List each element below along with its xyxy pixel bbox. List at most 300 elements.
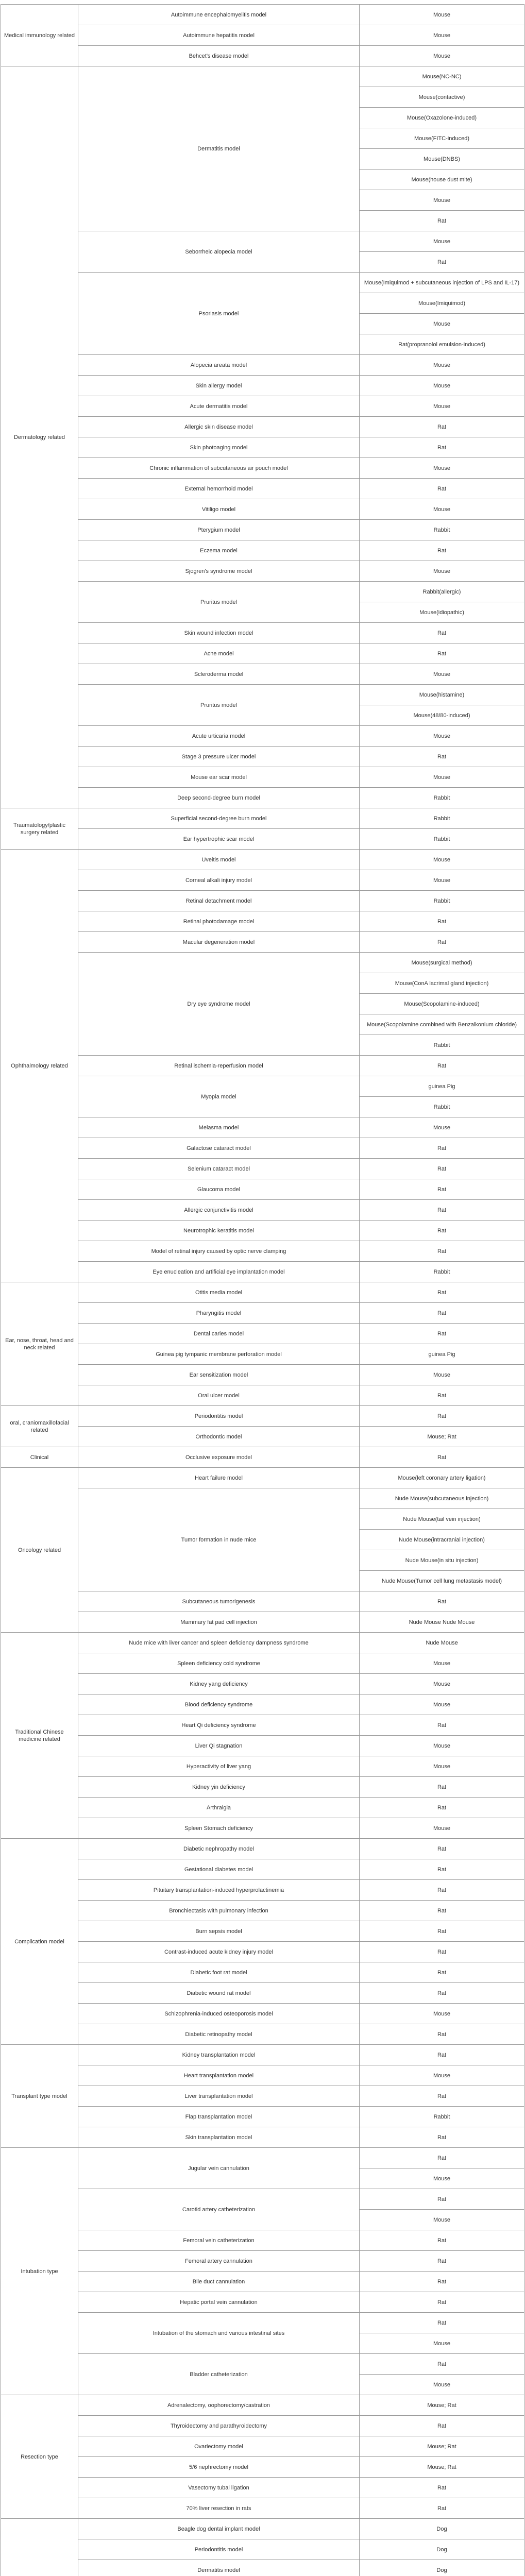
species-cell: Rat (360, 1241, 524, 1262)
table-row (1, 1282, 524, 1303)
model-name-cell: Sjogren's syndrome model (78, 561, 360, 582)
species-cell: Rat (360, 1942, 524, 1962)
table-row (1, 540, 524, 561)
species-cell: Rat (360, 1777, 524, 1798)
table-row (1, 1385, 524, 1406)
model-name-cell: Galactose cataract model (78, 1138, 360, 1159)
table-row (1, 2498, 524, 2519)
species-cell: Mouse(Scopolamine combined with Benzalkonium chloride) (360, 1014, 524, 1035)
model-name-cell: Skin photoaging model (78, 437, 360, 458)
model-name-cell: Acne model (78, 643, 360, 664)
species-cell: Mouse (360, 1818, 524, 1839)
species-cell: Rabbit (360, 1262, 524, 1282)
category-cell: oral, craniomaxillofacial related (1, 1406, 78, 1447)
table-row (1, 2395, 524, 2416)
table-row (1, 808, 524, 829)
model-name-cell: Corneal alkali injury model (78, 870, 360, 891)
model-name-cell: Autoimmune encephalomyelitis model (78, 5, 360, 25)
model-name-cell: Gestational diabetes model (78, 1859, 360, 1880)
table-row (1, 520, 524, 540)
model-name-cell: Tumor formation in nude mice (78, 1488, 360, 1591)
species-cell: Mouse(Imiquimod) (360, 293, 524, 314)
species-cell: Mouse (360, 726, 524, 747)
species-cell: Dog (360, 2560, 524, 2576)
table-row (1, 1344, 524, 1365)
table-row (1, 1736, 524, 1756)
species-cell: Rat (360, 911, 524, 932)
model-name-cell: Contrast-induced acute kidney injury model (78, 1942, 360, 1962)
species-cell: Rat (360, 211, 524, 231)
table-row (1, 1674, 524, 1694)
species-cell: Rat (360, 479, 524, 499)
table-row (1, 66, 524, 87)
model-name-cell: Stage 3 pressure ulcer model (78, 747, 360, 767)
table-row (1, 1880, 524, 1901)
table-row (1, 1221, 524, 1241)
species-cell: Mouse(48/80-induced) (360, 705, 524, 726)
species-cell: Mouse (360, 5, 524, 25)
species-cell: Mouse(surgical method) (360, 953, 524, 973)
model-name-cell: Autoimmune hepatitis model (78, 25, 360, 46)
table-row (1, 1798, 524, 1818)
model-name-cell: Heart Qi deficiency syndrome (78, 1715, 360, 1736)
model-name-cell: Pruritus model (78, 582, 360, 623)
species-cell: Rat (360, 2045, 524, 2065)
species-cell: Nude Mouse(subcutaneous injection) (360, 1488, 524, 1509)
model-name-cell: Blood deficiency syndrome (78, 1694, 360, 1715)
species-cell: guinea Pig (360, 1076, 524, 1097)
category-cell: Ophthalmology related (1, 850, 78, 1282)
model-name-cell: Heart failure model (78, 1468, 360, 1488)
species-cell: Rat (360, 2024, 524, 2045)
species-cell: Rat (360, 1138, 524, 1159)
model-name-cell: Flap transplantation model (78, 2107, 360, 2127)
species-cell: Mouse; Rat (360, 2457, 524, 2478)
model-name-cell: Kidney yang deficiency (78, 1674, 360, 1694)
species-cell: Nude Mouse(tail vein injection) (360, 1509, 524, 1530)
model-name-cell: Psoriasis model (78, 273, 360, 355)
table-row (1, 1653, 524, 1674)
species-cell: Rat (360, 1983, 524, 2004)
model-name-cell: Retinal ischemia-reperfusion model (78, 1056, 360, 1076)
table-row (1, 1324, 524, 1344)
table-row (1, 850, 524, 870)
species-cell: Rat (360, 2127, 524, 2148)
species-cell: Rat (360, 2292, 524, 2313)
species-cell: Rat (360, 1901, 524, 1921)
model-name-cell: Burn sepsis model (78, 1921, 360, 1942)
category-cell: Intubation type (1, 2148, 78, 2395)
table-row (1, 2148, 524, 2168)
table-row (1, 1818, 524, 1839)
species-cell: Mouse; Rat (360, 2436, 524, 2457)
model-name-cell: Dermatitis model (78, 66, 360, 231)
species-cell: Rat (360, 1159, 524, 1179)
table-row (1, 396, 524, 417)
model-name-cell: Dry eye syndrome model (78, 953, 360, 1056)
model-name-cell: Thyroidectomy and parathyroidectomy (78, 2416, 360, 2436)
table-row (1, 747, 524, 767)
table-row (1, 2004, 524, 2024)
table-row (1, 1138, 524, 1159)
table-row (1, 1777, 524, 1798)
species-cell: Mouse(idiopathic) (360, 602, 524, 623)
model-name-cell: Skin allergy model (78, 376, 360, 396)
table-row (1, 2457, 524, 2478)
model-name-cell: Uveitis model (78, 850, 360, 870)
species-cell: Mouse(Scopolamine-induced) (360, 994, 524, 1014)
category-cell: Medical immunology related (1, 5, 78, 66)
model-name-cell: External hemorrhoid model (78, 479, 360, 499)
species-cell: Nude Mouse(Tumor cell lung metastasis model) (360, 1571, 524, 1591)
table-row (1, 911, 524, 932)
species-cell: Rat (360, 623, 524, 643)
species-cell: Rat (360, 1880, 524, 1901)
species-cell: Rat (360, 1447, 524, 1468)
model-name-cell: Otitis media model (78, 1282, 360, 1303)
table-row (1, 582, 524, 602)
category-cell: Complication model (1, 1839, 78, 2045)
species-cell: Rat (360, 2251, 524, 2272)
species-cell: Rat (360, 2189, 524, 2210)
table-row (1, 417, 524, 437)
table-row (1, 2313, 524, 2333)
species-cell: Mouse(contactive) (360, 87, 524, 108)
model-name-cell: 5/6 nephrectomy model (78, 2457, 360, 2478)
species-cell: Mouse; Rat (360, 1427, 524, 1447)
species-cell: Mouse (360, 1736, 524, 1756)
model-name-cell: Skin wound infection model (78, 623, 360, 643)
species-cell: Mouse (360, 2004, 524, 2024)
species-cell: Rat (360, 2354, 524, 2375)
species-cell: Rat (360, 437, 524, 458)
species-cell: Nude Mouse (360, 1633, 524, 1653)
species-cell: Mouse (360, 1365, 524, 1385)
species-cell: Mouse (360, 2375, 524, 2395)
table-row (1, 561, 524, 582)
species-cell: Mouse(Oxazolone-induced) (360, 108, 524, 128)
table-row (1, 726, 524, 747)
species-cell: Rat (360, 1056, 524, 1076)
table-row (1, 1447, 524, 1468)
species-cell: Rat (360, 1962, 524, 1983)
table-row (1, 1262, 524, 1282)
table-row (1, 376, 524, 396)
model-name-cell: Glaucoma model (78, 1179, 360, 1200)
species-cell: Mouse (360, 850, 524, 870)
table-row (1, 685, 524, 705)
species-cell: Rat (360, 1324, 524, 1344)
species-cell: Rat (360, 2313, 524, 2333)
species-cell: Mouse (360, 2168, 524, 2189)
table-row (1, 932, 524, 953)
model-name-cell: Melasma model (78, 1117, 360, 1138)
table-row (1, 2107, 524, 2127)
table-row (1, 1179, 524, 1200)
model-name-cell: Nude mice with liver cancer and spleen deficiency dampness syndrome (78, 1633, 360, 1653)
table-row (1, 1468, 524, 1488)
table-row (1, 1715, 524, 1736)
model-name-cell: Allergic conjunctivitis model (78, 1200, 360, 1221)
species-cell: Mouse (360, 2065, 524, 2086)
table-row (1, 623, 524, 643)
model-name-cell: Subcutaneous tumorigenesis (78, 1591, 360, 1612)
table-row (1, 2127, 524, 2148)
model-name-cell: Jugular vein cannulation (78, 2148, 360, 2189)
table-row (1, 1241, 524, 1262)
table-row (1, 1694, 524, 1715)
model-name-cell: Beagle dog dental implant model (78, 2519, 360, 2539)
model-name-cell: Arthralgia (78, 1798, 360, 1818)
species-cell: Mouse (360, 190, 524, 211)
species-cell: Mouse (360, 664, 524, 685)
table-row (1, 2560, 524, 2576)
model-name-cell: Periodontitis model (78, 1406, 360, 1427)
species-cell: Mouse(left coronary artery ligation) (360, 1468, 524, 1488)
table-row (1, 2519, 524, 2539)
model-name-cell: Seborrheic alopecia model (78, 231, 360, 273)
model-name-cell: Eye enucleation and artificial eye implantation model (78, 1262, 360, 1282)
model-name-cell: Myopia model (78, 1076, 360, 1117)
model-name-cell: Neurotrophic keratitis model (78, 1221, 360, 1241)
table-row (1, 870, 524, 891)
model-name-cell: Pharyngitis model (78, 1303, 360, 1324)
table-row (1, 1756, 524, 1777)
table-row (1, 1200, 524, 1221)
species-cell: Mouse(NC-NC) (360, 66, 524, 87)
model-name-cell: Kidney transplantation model (78, 2045, 360, 2065)
species-cell: Mouse (360, 376, 524, 396)
table-row (1, 273, 524, 293)
category-cell: Traditional Chinese medicine related (1, 1633, 78, 1839)
table-row (1, 1859, 524, 1880)
model-name-cell: Guinea pig tympanic membrane perforation model (78, 1344, 360, 1365)
table-row (1, 2272, 524, 2292)
model-name-cell: Hyperactivity of liver yang (78, 1756, 360, 1777)
model-name-cell: Mammary fat pad cell injection (78, 1612, 360, 1633)
species-cell: Rat (360, 643, 524, 664)
model-name-cell: Pterygium model (78, 520, 360, 540)
table-row (1, 2416, 524, 2436)
table-row (1, 1076, 524, 1097)
model-name-cell: Dermatitis model (78, 2560, 360, 2576)
species-cell: Rat (360, 2498, 524, 2519)
species-cell: Rat (360, 540, 524, 561)
table-row (1, 1303, 524, 1324)
table-row (1, 2189, 524, 2210)
model-name-cell: Hepatic portal vein cannulation (78, 2292, 360, 2313)
species-cell: Rat (360, 252, 524, 273)
species-cell: Mouse (360, 231, 524, 252)
species-cell: Rat (360, 417, 524, 437)
table-row (1, 2539, 524, 2560)
species-cell: Mouse (360, 314, 524, 334)
model-name-cell: Diabetic retinopathy model (78, 2024, 360, 2045)
species-cell: Dog (360, 2519, 524, 2539)
species-cell: Mouse (360, 1653, 524, 1674)
table-row (1, 1056, 524, 1076)
table-row (1, 1633, 524, 1653)
model-name-cell: Mouse ear scar model (78, 767, 360, 788)
species-cell: Rat (360, 2478, 524, 2498)
model-name-cell: Allergic skin disease model (78, 417, 360, 437)
model-name-cell: Vasectomy tubal ligation (78, 2478, 360, 2498)
species-cell: Rabbit (360, 891, 524, 911)
model-name-cell: Scleroderma model (78, 664, 360, 685)
species-cell: Mouse (360, 1756, 524, 1777)
table-row (1, 2045, 524, 2065)
species-cell: Rat (360, 2230, 524, 2251)
species-cell: Mouse (360, 25, 524, 46)
table-row (1, 2478, 524, 2498)
species-cell: Rat (360, 1179, 524, 1200)
model-name-cell: Schizophrenia-induced osteoporosis model (78, 2004, 360, 2024)
model-name-cell: Acute urticaria model (78, 726, 360, 747)
category-cell: Resection type (1, 2395, 78, 2519)
table-row (1, 1365, 524, 1385)
model-name-cell: Carotid artery catheterization (78, 2189, 360, 2230)
species-cell: Mouse (360, 767, 524, 788)
species-cell: Rat (360, 1282, 524, 1303)
table-row (1, 767, 524, 788)
species-cell: Rat (360, 2272, 524, 2292)
species-cell: Rat (360, 1921, 524, 1942)
model-name-cell: 70% liver resection in rats (78, 2498, 360, 2519)
model-name-cell: Model of retinal injury caused by optic nerve clamping (78, 1241, 360, 1262)
table-row (1, 499, 524, 520)
model-name-cell: Bile duct cannulation (78, 2272, 360, 2292)
model-name-cell: Acute dermatitis model (78, 396, 360, 417)
model-name-cell: Femoral artery cannulation (78, 2251, 360, 2272)
species-cell: Rat(propranolol emulsion-induced) (360, 334, 524, 355)
model-name-cell: Diabetic foot rat model (78, 1962, 360, 1983)
category-cell: Traumatology/plastic surgery related (1, 808, 78, 850)
table-row (1, 231, 524, 252)
species-cell: Rat (360, 1385, 524, 1406)
table-row (1, 1921, 524, 1942)
table-row (1, 2230, 524, 2251)
model-name-cell: Pruritus model (78, 685, 360, 726)
species-cell: Mouse; Rat (360, 2395, 524, 2416)
model-name-cell: Kidney yin deficiency (78, 1777, 360, 1798)
species-cell: Mouse(Imiquimod + subcutaneous injection of LPS and IL-17) (360, 273, 524, 293)
table-row (1, 1488, 524, 1509)
species-cell: Mouse (360, 561, 524, 582)
species-cell: Rat (360, 1798, 524, 1818)
species-cell: Rabbit (360, 1035, 524, 1056)
model-name-cell: Deep second-degree burn model (78, 788, 360, 808)
species-cell: Mouse (360, 1694, 524, 1715)
species-cell: Mouse (360, 2333, 524, 2354)
table-row (1, 2024, 524, 2045)
species-cell: Mouse(DNBS) (360, 149, 524, 170)
species-cell: Mouse (360, 870, 524, 891)
animal-model-table (1, 4, 524, 2576)
model-name-cell: Macular degeneration model (78, 932, 360, 953)
table-row (1, 2251, 524, 2272)
model-name-cell: Retinal photodamage model (78, 911, 360, 932)
model-name-cell: Alopecia areata model (78, 355, 360, 376)
table-row (1, 1983, 524, 2004)
species-cell: Rat (360, 1303, 524, 1324)
table-row (1, 5, 524, 25)
model-name-cell: Diabetic nephropathy model (78, 1839, 360, 1859)
category-cell: Ear, nose, throat, head and neck related (1, 1282, 78, 1406)
table-row (1, 2086, 524, 2107)
model-name-cell: Diabetic wound rat model (78, 1983, 360, 2004)
species-cell: Rat (360, 747, 524, 767)
table-row (1, 25, 524, 46)
table-row (1, 1901, 524, 1921)
species-cell: Mouse(ConA lacrimal gland injection) (360, 973, 524, 994)
species-cell: Dog (360, 2539, 524, 2560)
table-row (1, 1839, 524, 1859)
species-cell: Rat (360, 2086, 524, 2107)
species-cell: Mouse (360, 1117, 524, 1138)
table-row (1, 2436, 524, 2457)
table-row (1, 46, 524, 66)
species-cell: Rat (360, 1406, 524, 1427)
species-cell: Mouse(FITC-induced) (360, 128, 524, 149)
table-row (1, 664, 524, 685)
species-cell: Nude Mouse(intracranial injection) (360, 1530, 524, 1550)
table-row (1, 1159, 524, 1179)
model-name-cell: Oral ulcer model (78, 1385, 360, 1406)
category-cell (1, 2519, 78, 2576)
species-cell: Rat (360, 1839, 524, 1859)
model-name-cell: Skin transplantation model (78, 2127, 360, 2148)
species-cell: Rabbit (360, 2107, 524, 2127)
species-cell: Mouse (360, 396, 524, 417)
table-row (1, 458, 524, 479)
species-cell: Mouse(histamine) (360, 685, 524, 705)
table-row (1, 479, 524, 499)
table-body (1, 5, 524, 2576)
species-cell: Nude Mouse Nude Mouse (360, 1612, 524, 1633)
species-cell: Mouse (360, 355, 524, 376)
table-row (1, 891, 524, 911)
model-name-cell: Liver transplantation model (78, 2086, 360, 2107)
species-cell: Rabbit (360, 829, 524, 850)
table-row (1, 437, 524, 458)
table-row (1, 1942, 524, 1962)
category-cell: Transplant type model (1, 2045, 78, 2148)
model-table-container (1, 4, 524, 2576)
table-row (1, 643, 524, 664)
model-name-cell: Superficial second-degree burn model (78, 808, 360, 829)
model-name-cell: Heart transplantation model (78, 2065, 360, 2086)
species-cell: Rat (360, 932, 524, 953)
species-cell: Mouse (360, 1674, 524, 1694)
species-cell: Rat (360, 2148, 524, 2168)
table-row (1, 1117, 524, 1138)
table-row (1, 1591, 524, 1612)
species-cell: Rabbit (360, 788, 524, 808)
table-row (1, 2292, 524, 2313)
species-cell: Mouse (360, 499, 524, 520)
model-name-cell: Selenium cataract model (78, 1159, 360, 1179)
model-name-cell: Retinal detachment model (78, 891, 360, 911)
species-cell: Rabbit (360, 808, 524, 829)
table-row (1, 1962, 524, 1983)
species-cell: Mouse (360, 2210, 524, 2230)
species-cell: Nude Mouse(in situ injection) (360, 1550, 524, 1571)
model-name-cell: Chronic inflammation of subcutaneous air pouch model (78, 458, 360, 479)
table-row (1, 1427, 524, 1447)
model-name-cell: Adrenalectomy, oophorectomy/castration (78, 2395, 360, 2416)
table-row (1, 788, 524, 808)
species-cell: Rat (360, 2416, 524, 2436)
